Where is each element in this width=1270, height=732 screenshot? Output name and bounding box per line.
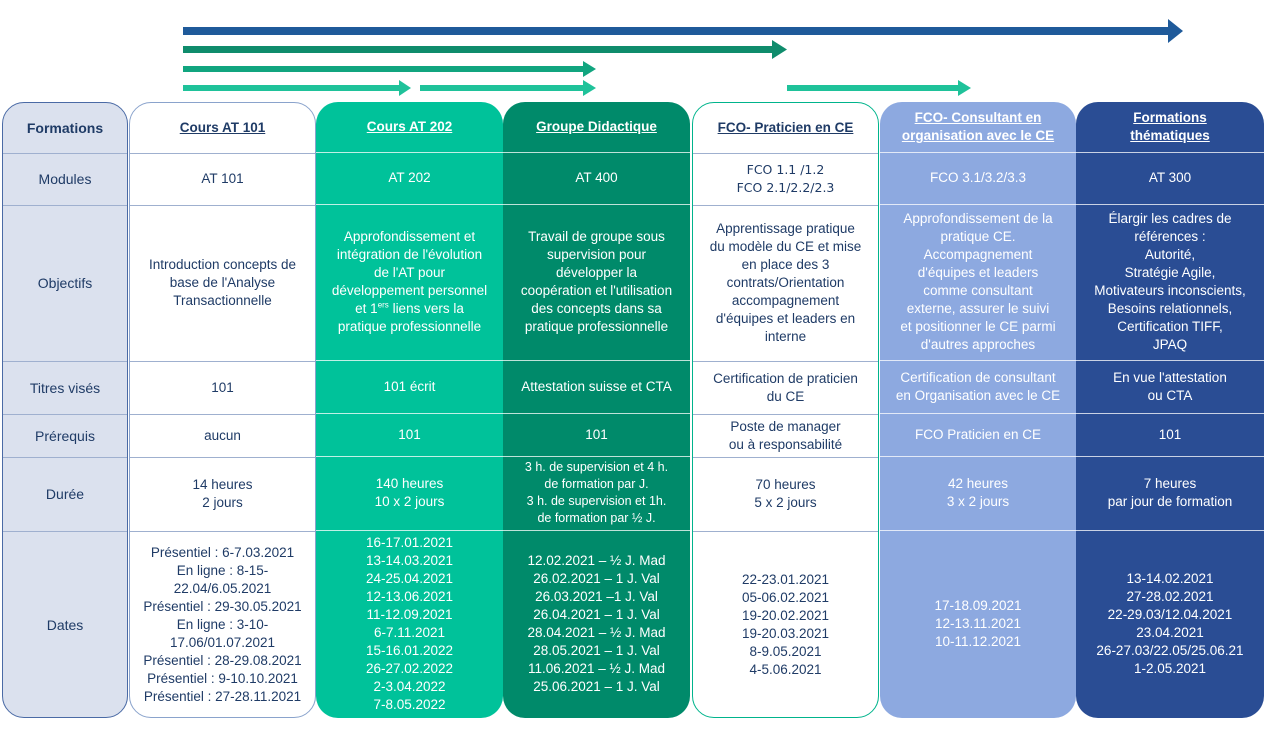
titre-line: ou CTA (1147, 387, 1193, 403)
prerequis-cell (130, 414, 315, 457)
row-label-objectifs: Objectifs (37, 275, 93, 291)
titre-line: 101 écrit (383, 378, 436, 394)
objectif-line: interne (764, 329, 807, 344)
titres-cell (1076, 360, 1264, 413)
objectif-part: liens vers la (388, 301, 464, 316)
column-cours-at-202 (316, 102, 503, 718)
duree-line: 7 heures (1143, 476, 1197, 491)
title-line: Formations (1133, 110, 1207, 125)
module-line: FCO 3.1/3.2/3.3 (929, 170, 1027, 185)
duree-line: de formation par J. (544, 477, 649, 491)
date-line: 17-18.09.2021 (934, 598, 1022, 613)
duree-cell (316, 456, 503, 530)
title-line: FCO- Praticien en CE (717, 120, 854, 135)
date-line: 11.06.2021 – ½ J. Mad (527, 661, 666, 676)
duree-line: 42 heures (947, 476, 1009, 491)
duree-line: 5 x 2 jours (754, 495, 817, 510)
date-line: 2-3.04.2022 (373, 679, 446, 694)
prerequis-line: 101 (1158, 426, 1182, 442)
date-line: 13-14.03.2021 (365, 553, 454, 568)
date-line: 26-27.02.2022 (365, 661, 454, 676)
date-line: 15-16.01.2022 (365, 643, 454, 658)
date-line: 22-23.01.2021 (741, 572, 830, 587)
arrow-blue (183, 19, 1183, 43)
duree-line: par jour de formation (1107, 494, 1233, 509)
titre-line: Certification de consultant (900, 369, 1056, 385)
objectif-line: Certification TIFF, (1117, 319, 1223, 334)
module-cell (130, 153, 315, 205)
title-line: Cours AT 101 (179, 120, 266, 135)
column-title (130, 103, 315, 153)
date-line: Présentiel : 28-29.08.2021 (143, 653, 302, 668)
prerequis-cell (693, 414, 878, 457)
duree-cell (880, 456, 1076, 530)
date-line: 26.03.2021 –1 J. Val (535, 589, 658, 604)
objectifs-cell (503, 204, 690, 360)
titres-cell (130, 361, 315, 414)
dates-cell (316, 530, 503, 718)
duree-line: 3 x 2 jours (946, 494, 1010, 509)
module-cell (503, 152, 690, 204)
arrow-teal (183, 61, 596, 77)
duree-line: 14 heures (192, 477, 253, 492)
titre-line: 101 (211, 379, 234, 395)
duree-line: de formation par ½ J. (537, 511, 656, 525)
titres-cell (503, 360, 690, 413)
date-line: 26.04.2021 – 1 J. Val (533, 607, 660, 622)
objectif-line: développement personnel (331, 283, 488, 298)
prerequis-line: 101 (398, 426, 421, 442)
objectif-line (332, 300, 487, 318)
objectif-line: JPAQ (1152, 337, 1188, 352)
prerequis-cell (316, 413, 503, 456)
date-line: 28.04.2021 – ½ J. Mad (527, 625, 666, 640)
title-line: thématiques (1130, 128, 1210, 143)
date-line: 12.02.2021 – ½ J. Mad (527, 553, 666, 568)
arrow-teal-light-right (787, 80, 971, 96)
date-line: Présentiel : 27-28.11.2021 (143, 689, 302, 704)
duree-cell (130, 457, 315, 531)
module-line: AT 300 (1148, 170, 1192, 185)
date-line: 6-7.11.2021 (373, 625, 446, 640)
timeline-arrows (0, 0, 1270, 100)
objectif-line: Motivateurs inconscients, (1094, 283, 1246, 298)
objectif-line: Élargir les cadres de (1108, 211, 1232, 226)
objectif-line: en place des 3 (741, 257, 830, 272)
title-line: Groupe Didactique (536, 119, 657, 134)
objectifs-cell (1076, 204, 1264, 360)
objectif-line: et positionner le CE parmi (900, 319, 1056, 334)
date-line: 7-8.05.2022 (373, 697, 446, 712)
column-fco-praticien (692, 102, 879, 718)
date-line: 23.04.2021 (1136, 625, 1204, 640)
title-line: FCO- Consultant en (914, 110, 1042, 125)
date-line: En ligne : 3-10- (176, 617, 269, 632)
dates-cell (880, 530, 1076, 718)
titre-line: Attestation suisse et CTA (521, 378, 672, 394)
duree-cell (1076, 456, 1264, 530)
date-line: 05-06.02.2021 (741, 590, 830, 605)
objectif-line: d'équipes et leaders (917, 265, 1039, 280)
date-line: 28.05.2021 – 1 J. Val (533, 643, 660, 658)
objectif-line: Stratégie Agile, (1124, 265, 1216, 280)
module-cell (880, 152, 1076, 204)
date-line: 4-5.06.2021 (749, 662, 822, 677)
duree-line: 3 h. de supervision et 1h. (526, 494, 667, 508)
date-line: 26.02.2021 – 1 J. Val (533, 571, 660, 586)
date-line: 11-12.09.2021 (366, 607, 453, 622)
date-line: Présentiel : 29-30.05.2021 (143, 599, 302, 614)
prerequis-cell (1076, 413, 1264, 456)
objectif-line: des concepts dans sa (531, 301, 662, 316)
objectifs-cell (316, 204, 503, 360)
titre-line: en Organisation avec le CE (895, 387, 1061, 403)
column-formations-thematiques (1076, 102, 1264, 718)
title-line: Cours AT 202 (366, 119, 453, 134)
date-line: 10-11.12.2021 (934, 634, 1022, 649)
prerequis-line: Poste de manager (730, 418, 841, 434)
prerequis-line: 101 (585, 426, 608, 442)
row-labels-column (2, 102, 128, 718)
column-title (693, 103, 878, 153)
date-line: 12-13.11.2021 (934, 616, 1022, 631)
date-line: 19-20.03.2021 (741, 626, 830, 641)
arrow-teal-light-left (183, 80, 411, 96)
objectif-line: accompagnement (731, 293, 840, 308)
module-line: FCO 2.1/2.2/2.3 (736, 180, 835, 195)
column-title (316, 102, 503, 152)
objectifs-cell (693, 205, 878, 361)
date-line: 19-20.02.2021 (741, 608, 830, 623)
objectif-line: Approfondissement de la (903, 211, 1053, 226)
date-line: Présentiel : 6-7.03.2021 (150, 545, 295, 560)
date-line: 17.06/01.07.2021 (169, 635, 276, 650)
objectif-line: d'équipes et leaders en (715, 311, 856, 326)
objectif-line: pratique CE. (940, 229, 1016, 244)
date-line: 22.04/6.05.2021 (173, 581, 272, 596)
objectif-line: références : (1134, 229, 1206, 244)
module-cell (1076, 152, 1264, 204)
objectif-line: du modèle du CE et mise (709, 239, 862, 254)
column-cours-at-101 (129, 102, 316, 718)
date-line: 25.06.2021 – 1 J. Val (533, 679, 660, 694)
date-line: 27-28.02.2021 (1126, 589, 1214, 604)
module-line: FCO 1.1 /1.2 (746, 162, 825, 177)
prerequis-cell (880, 413, 1076, 456)
titre-line: Certification de praticien (713, 370, 858, 386)
row-label-formations: Formations (26, 120, 104, 136)
superscript: ers (377, 300, 389, 310)
module-cell (316, 152, 503, 204)
module-line: AT 400 (575, 170, 618, 185)
module-cell (693, 153, 878, 205)
duree-line: 70 heures (755, 477, 816, 492)
objectif-line: Besoins relationnels, (1107, 301, 1233, 316)
objectifs-cell (880, 204, 1076, 360)
date-line: Présentiel : 9-10.10.2021 (147, 671, 298, 686)
objectif-line: Accompagnement (923, 247, 1033, 262)
date-line: En ligne : 8-15- (176, 563, 269, 578)
date-line: 1-2.05.2021 (1133, 661, 1207, 676)
column-groupe-didactique (503, 102, 690, 718)
date-line: 13-14.02.2021 (1126, 571, 1214, 586)
titres-cell (693, 361, 878, 414)
prerequis-line: ou à responsabilité (728, 436, 843, 452)
titres-cell (880, 360, 1076, 413)
arrow-teal-light-mid (420, 80, 596, 96)
duree-line: 10 x 2 jours (374, 494, 445, 509)
column-title (503, 102, 690, 152)
duree-cell (503, 456, 690, 530)
column-title (880, 102, 1076, 152)
titres-cell (316, 360, 503, 413)
objectif-line: Transactionnelle (173, 293, 272, 308)
objectif-line: développer la (555, 265, 638, 280)
objectif-line: comme consultant (923, 283, 1033, 298)
objectif-line: Travail de groupe sous (528, 229, 665, 244)
date-line: 22-29.03/12.04.2021 (1107, 607, 1233, 622)
row-label-titres: Titres visés (29, 379, 101, 396)
date-line: 8-9.05.2021 (749, 644, 822, 659)
titre-line: En vue l'attestation (1113, 369, 1227, 385)
dates-cell (1076, 530, 1264, 718)
duree-line: 2 jours (202, 495, 243, 510)
duree-line: 3 h. de supervision et 4 h. (524, 460, 669, 474)
objectif-line: pratique professionnelle (337, 319, 482, 334)
objectif-line: pratique professionnelle (524, 319, 669, 334)
row-label-prerequis: Prérequis (35, 427, 95, 444)
objectif-line: Introduction concepts de (148, 257, 297, 272)
prerequis-cell (503, 413, 690, 456)
row-label-dates: Dates (46, 617, 84, 633)
row-label-modules: Modules (38, 171, 92, 187)
title-line: organisation avec le CE (901, 128, 1055, 143)
objectif-line: d'autres approches (920, 337, 1036, 352)
objectif-line: coopération et l'utilisation (520, 283, 673, 298)
dates-cell (503, 530, 690, 718)
column-fco-consultant (880, 102, 1076, 718)
prerequis-line: FCO Praticien en CE (914, 426, 1042, 442)
module-line: AT 202 (388, 170, 431, 185)
dates-cell (693, 531, 878, 718)
objectif-line: contrats/Orientation (726, 275, 845, 290)
dates-cell (130, 531, 315, 718)
objectif-line: externe, assurer le suivi (906, 301, 1050, 316)
objectif-line: intégration de l'évolution (336, 247, 483, 262)
date-line: 16-17.01.2021 (365, 535, 454, 550)
duree-line: 140 heures (375, 476, 444, 491)
objectif-line: Approfondissement et (343, 229, 476, 244)
row-label-duree: Durée (45, 486, 85, 502)
date-line: 12-13.06.2021 (365, 589, 454, 604)
arrow-teal-dark (183, 40, 787, 59)
titre-line: du CE (766, 388, 805, 404)
date-line: 24-25.04.2021 (365, 571, 454, 586)
objectif-line: de l'AT pour (373, 265, 446, 280)
date-line: 26-27.03/22.05/25.06.21 (1096, 643, 1244, 658)
objectifs-cell (130, 205, 315, 361)
objectif-line: Autorité, (1144, 247, 1196, 262)
module-line: AT 101 (201, 171, 244, 186)
objectif-line: base de l'Analyse (169, 275, 276, 290)
objectif-part: et 1 (355, 301, 378, 316)
objectif-line: supervision pour (546, 247, 647, 262)
objectif-line: Apprentissage pratique (716, 221, 855, 236)
prerequis-line: aucun (204, 427, 241, 443)
duree-cell (693, 457, 878, 531)
column-title (1076, 102, 1264, 152)
